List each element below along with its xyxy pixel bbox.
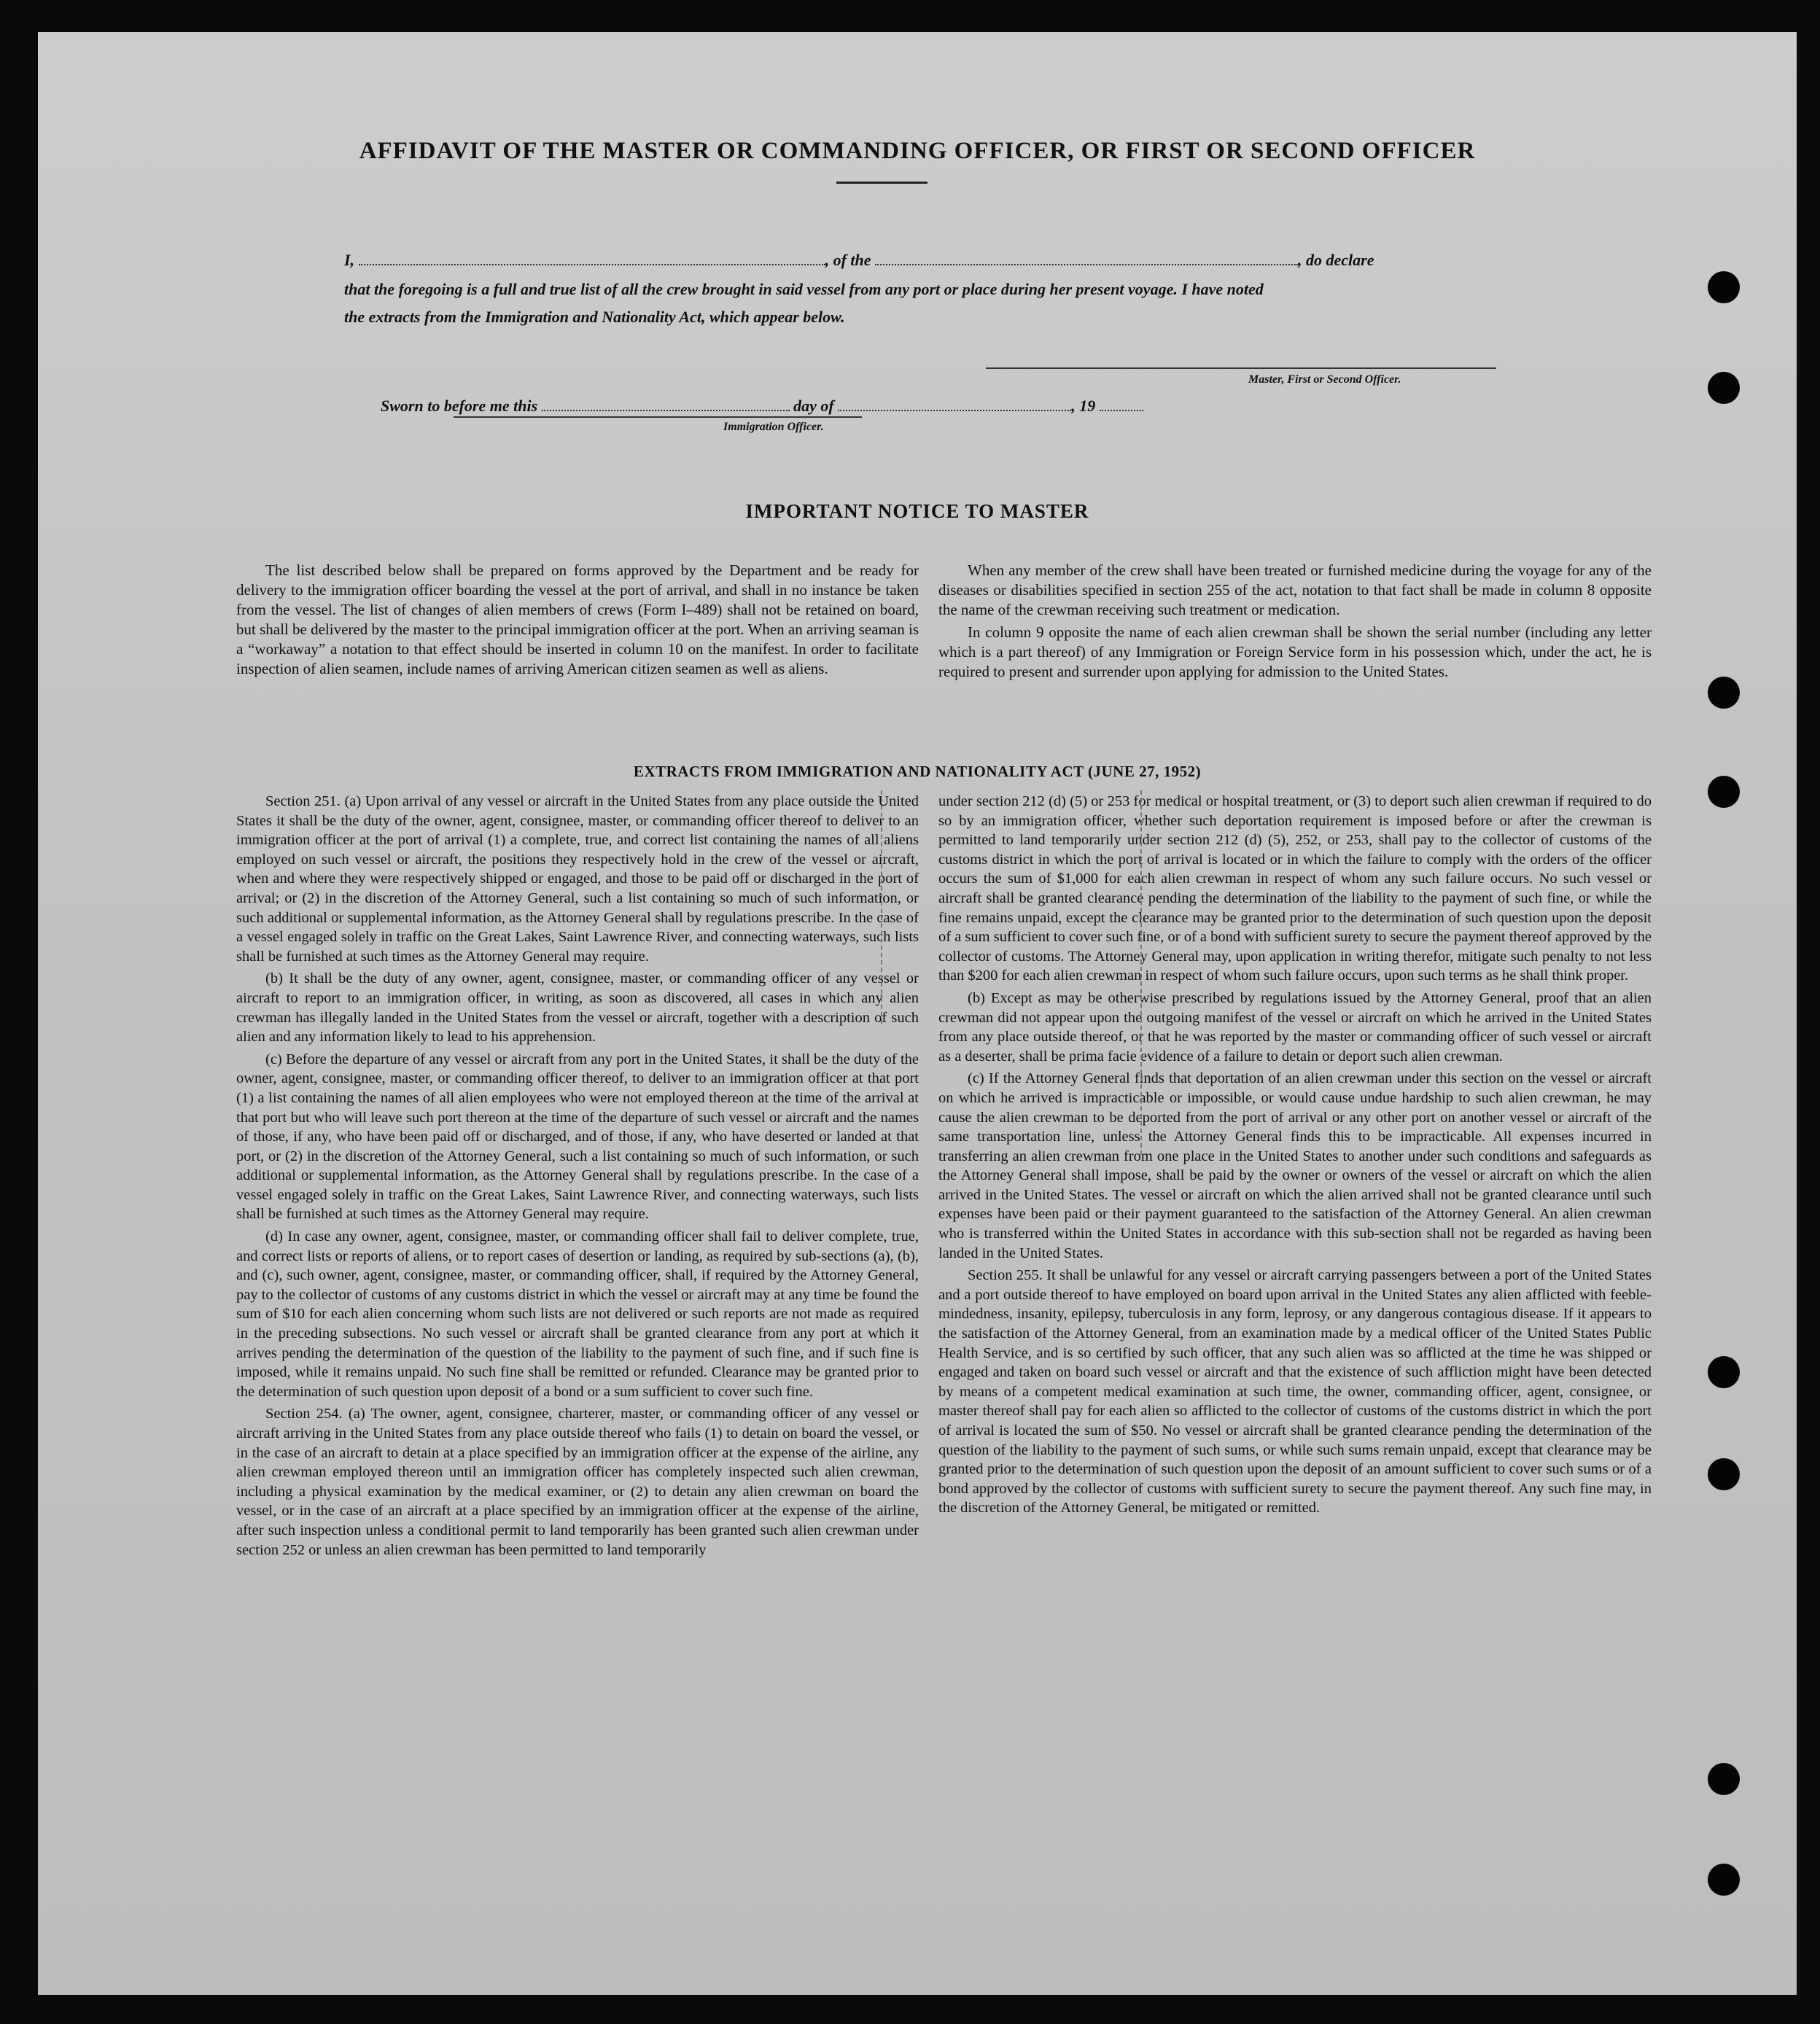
section-251-a: Section 251. (a) Upon arrival of any vessel or aircraft in the United States from any place outside the United States it shall be the duty of the owner, agent, consignee, master, or commanding officer thereof to deliver to an immigration officer at the port of arrival (1) a complete, true, and correct list containing the names of all aliens employed on such vessel or aircraft, the positions they respectively hold in the crew of the vessel or aircraft, when and where they were respectively shipped or engaged, and those to be paid off or discharged in the port of arrival; or (2) in the discretion of the Attorney General, such a list containing so much of such information, or such additional or supplemental information, as the Attorney General shall by regulations prescribe. In the case of a vessel engaged solely in traffic on the Great Lakes, Saint Lawrence River, and connecting waterways, such lists shall be furnished at such times as the Attorney General may require.	[236, 793, 919, 965]
column-stamp-mark	[881, 790, 882, 1024]
punch-hole	[1708, 1864, 1740, 1896]
notice-right-paragraph-2: In column 9 opposite the name of each alien crewman shall be shown the serial number (including any letter which is a part thereof) of any Immigration or Foreign Service form in his possession which, under the act, he is required to present and surrender upon applying for admission to the United States.	[938, 623, 1652, 680]
immigration-officer-signature-line[interactable]	[454, 416, 862, 418]
punch-hole	[1708, 372, 1740, 404]
document-page	[38, 32, 1797, 1995]
sworn-year-prefix: , 19	[1071, 397, 1096, 415]
punch-hole	[1708, 271, 1740, 303]
declaration-do-declare: , do declare	[1298, 251, 1374, 269]
title-divider	[836, 182, 928, 184]
section-254-c: (c) If the Attorney General finds that deportation of an alien crewman under this section on the vessel or aircraft on which he arrived is impracticable or impossible, or would cause undue hardship to such alien crewman, he may cause the alien crewman to be deported from the port of arrival or any other port on another vessel or aircraft of the same transportation line, unless the Attorney General finds this to be impracticable. All expenses incurred in transferring an alien crewman from one place in the United States to another under such conditions and safeguards as the Attorney General shall impose, shall be paid by the owner or owners of the vessel or aircraft on which the alien arrived in the United States. The vessel or aircraft on which the alien arrived shall not be granted clearance until such expenses have been paid or their payment guaranteed to the satisfaction of the Attorney General. An alien crewman who is transferred within the United States in accordance with this sub-section shall not be regarded as having been landed in the United States.	[938, 1070, 1652, 1261]
punch-hole	[1708, 677, 1740, 709]
declaration-line-2: that the foregoing is a full and true list of all the crew brought in said vessel from any port or place during her present voyage. I have noted	[344, 280, 1264, 298]
declaration-line-1	[344, 251, 1511, 270]
master-signature-caption: Master, First or Second Officer.	[1248, 373, 1401, 386]
master-signature-line[interactable]	[986, 367, 1496, 369]
sworn-month-blank[interactable]	[838, 398, 1071, 411]
section-251-c: (c) Before the departure of any vessel or aircraft from any port in the United States, it shall be the duty of the owner, agent, consignee, master, or commanding officer thereof, to deliver to an immigration officer at that port (1) a list containing the names of all alien employees who were not employed thereon at the time of the arrival at that port but who will leave such port thereon at the time of the departure of such vessel or aircraft and the names of those, if any, who have been paid off or discharged, and of those, if any, who have deserted or landed at that port, or (2) in the discretion of the Attorney General, such a list containing so much of such information, or such additional or supplemental information, as the Attorney General shall by regulations prescribe. In the case of a vessel engaged solely in traffic on the Great Lakes, Saint Lawrence River, and connecting waterways, such lists shall be furnished at such times as the Attorney General may require.	[236, 1051, 919, 1223]
extracts-title: EXTRACTS FROM IMMIGRATION AND NATIONALITY ACT (JUNE 27, 1952)	[633, 763, 1202, 780]
sworn-day-of: day of	[793, 397, 834, 415]
sworn-day-blank[interactable]	[542, 398, 790, 411]
column-stamp-mark-2	[1140, 790, 1142, 1155]
notice-right-paragraph-1: When any member of the crew shall have been treated or furnished medicine during the voyage for any of the diseases or disabilities specified in section 255 of the act, notation to that fact shall be made in column 8 opposite the name of the crewman receiving such treatment or medication.	[938, 561, 1652, 618]
extracts-left-column	[236, 792, 919, 1562]
punch-hole	[1708, 776, 1740, 808]
section-254-a: Section 254. (a) The owner, agent, consignee, charterer, master, or commanding officer of any vessel or aircraft arriving in the United States from any place outside thereof who fails (1) to detain on board the vessel, or in the case of an aircraft to detain at a place specified by an immigration officer at the expense of the airline, any alien crewman employed thereon until an immigration officer has completely inspected such alien crewman, including a physical examination by the medical examiner, or (2) to detain any alien crewman on board the vessel, or in the case of an aircraft at a place specified by an immigration officer at the expense of the airline, after such inspection unless a conditional permit to land temporarily has been granted such alien crewman under section 252 or unless an alien crewman has been permitted to land temporarily	[236, 1406, 919, 1558]
notice-title: IMPORTANT NOTICE TO MASTER	[745, 500, 1089, 522]
notice-left-column	[236, 561, 919, 682]
affidavit-title: AFFIDAVIT OF THE MASTER OR COMMANDING OFFICER, OR FIRST OR SECOND OFFICER	[359, 138, 1476, 164]
extracts-right-column	[938, 792, 1652, 1521]
notice-right-column	[938, 561, 1652, 685]
name-blank[interactable]	[359, 252, 825, 265]
section-254-b: (b) Except as may be otherwise prescribed by regulations issued by the Attorney General, proof that an alien crewman did not appear upon the outgoing manifest of the vessel or aircraft on which he arrived in the United States from any place outside thereof, or that he was reported by the master or commanding officer of such vessel or aircraft as a deserter, shall be prima facie evidence of a failure to detain or deport such alien crewman.	[938, 989, 1652, 1064]
section-251-d: (d) In case any owner, agent, consignee, master, or commanding officer shall fail to deliver complete, true, and correct lists or reports of aliens, or to report cases of desertion or landing, as required by sub-sections (a), (b), and (c), such owner, agent, consignee, master, or commanding officer, shall, if required by the Attorney General, pay to the collector of customs of any customs district in which the vessel or aircraft may at any time be found the sum of $10 for each alien concerning whom such lists are not delivered or such reports are not made as required in the preceding subsections. No such vessel or aircraft shall be granted clearance from any port at which it arrives pending the determination of the question of the liability to the payment of such fine, and if such fine is imposed, while it remains unpaid. No such fine shall be remitted or refunded. Clearance may be granted prior to the determination of such question upon deposit of a bond or a sum sufficient to cover such fine.	[236, 1229, 919, 1400]
notice-left-paragraph: The list described below shall be prepared on forms approved by the Department and be ready for delivery to the immigration officer boarding the vessel at the port of arrival, and shall in no instance be taken from the vessel. The list of changes of alien members of crews (Form I–489) shall not be retained on board, but shall be delivered by the master to the principal immigration officer at the port. When an arriving seaman is a “workaway” a notation to that effect should be inserted in column 10 on the manifest. In order to facilitate inspection of alien seamen, include names of arriving American citizen seamen as well as aliens.	[236, 561, 919, 677]
section-254-a-continued: under section 212 (d) (5) or 253 for medical or hospital treatment, or (3) to deport such alien crewman if required to do so by an immigration officer, whether such deportation requirement is imposed before or after the crewman is permitted to land temporarily under section 212 (d) (5), 252, or 253, shall pay to the collector of customs of the customs district in which the port of arrival is located or in which the failure to comply with the orders of the officer occurs the sum of $1,000 for each alien crewman in respect of whom any such failure occurs. No such vessel or aircraft shall be granted clearance pending the determination of the liability to the payment of such fine, or while the fine remains unpaid, except the clearance may be granted prior to the determination of such question upon the deposit of a sum sufficient to cover such fine, or of a bond with sufficient surety to secure the payment thereof approved by the collector of customs. The Attorney General may, upon application in writing therefor, mitigate such penalty to not less than $200 for each alien crewman in respect of whom such failure occurs, upon such terms as he shall think proper.	[938, 793, 1652, 984]
punch-hole	[1708, 1763, 1740, 1795]
sworn-label: Sworn to before me this	[381, 397, 538, 415]
section-251-b: (b) It shall be the duty of any owner, agent, consignee, master, or commanding officer of any vessel or aircraft to report to an immigration officer, in writing, as soon as discovered, all cases in which any alien crewman has illegally landed in the United States from the vessel or aircraft, together with a description of such alien and any information likely to lead to his apprehension.	[236, 970, 919, 1046]
vessel-blank[interactable]	[875, 252, 1298, 265]
declaration-line-3: the extracts from the Immigration and Nationality Act, which appear below.	[344, 308, 845, 326]
punch-hole	[1708, 1458, 1740, 1490]
sworn-year-blank[interactable]	[1100, 398, 1143, 411]
section-255: Section 255. It shall be unlawful for any vessel or aircraft carrying passengers between a port of the United States and a port outside thereof to have employed on board upon arrival in the United States any alien afflicted with feeble-mindedness, insanity, epilepsy, tuberculosis in any form, leprosy, or any dangerous contagious disease. If it appears to the satisfaction of the Attorney General, from an examination made by a medical officer of the United States Public Health Service, and is so certified by such officer, that any such alien was so afflicted at the time he was shipped or engaged and taken on board such vessel or aircraft and that the existence of such affliction might have been detected by means of a competent medical examination at such time, the owner, commanding officer, agent, consignee, or master thereof shall pay for each alien so afflicted to the collector of customs of the customs district in which the port of arrival is located the sum of $50. No vessel or aircraft shall be granted clearance pending the determination of the question of the liability to the payment of such sums, or while such sums remain unpaid, except that clearance may be granted prior to the determination of such question upon the deposit of an amount sufficient to cover such sums or of a bond approved by the collector of customs with sufficient surety to secure the payment thereof. Any such fine may, in the discretion of the Attorney General, be mitigated or remitted.	[938, 1267, 1652, 1517]
punch-hole	[1708, 1356, 1740, 1388]
declaration-i: I,	[344, 251, 355, 269]
sworn-line	[381, 397, 1547, 416]
declaration-of-the: , of the	[825, 251, 871, 269]
immigration-officer-caption: Immigration Officer.	[723, 421, 824, 433]
